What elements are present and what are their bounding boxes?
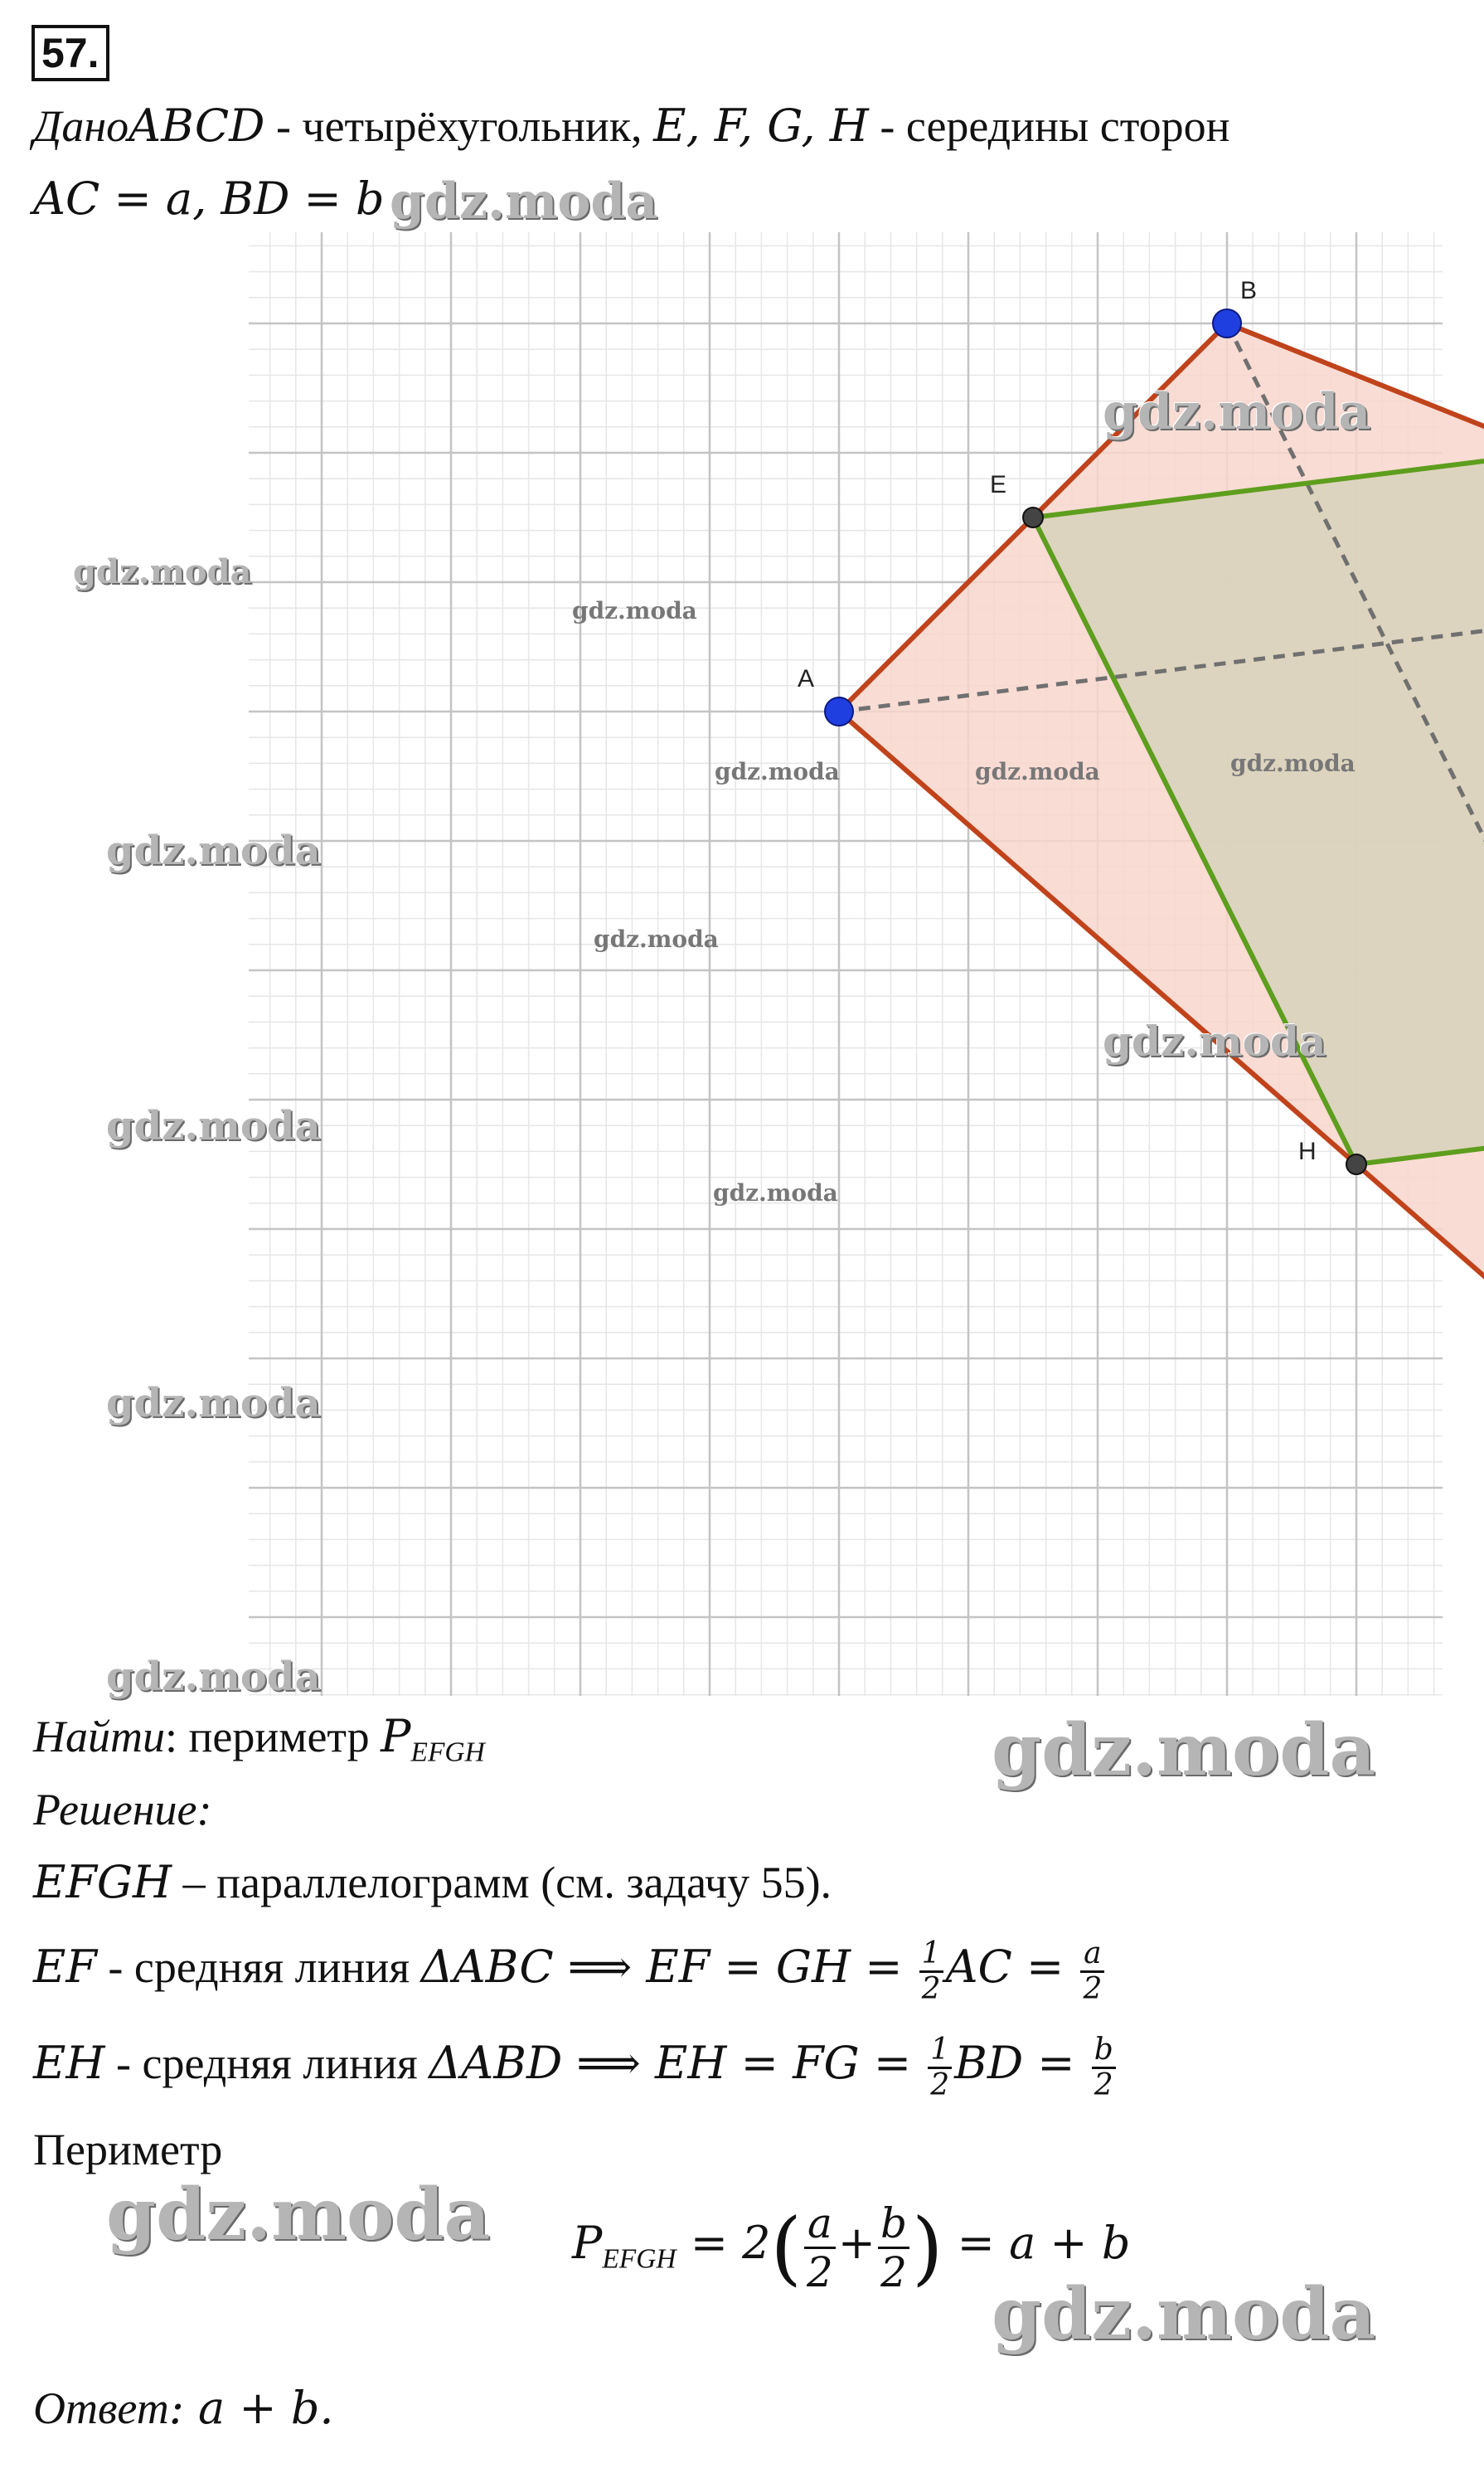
point-label-H: H xyxy=(1298,1138,1317,1165)
perimeter-formula: $P_{EFGH} = 2$( $\frac{a}{2}$ + $\frac{b}{2}$ ) = a + b xyxy=(572,2199,1131,2297)
watermark: gdz.moda xyxy=(1230,750,1355,777)
watermark: gdz.moda xyxy=(715,758,840,785)
watermark: gdz.moda xyxy=(106,2173,491,2257)
point-label-E: E xyxy=(990,471,1007,498)
answer-label: Ответ xyxy=(33,2383,169,2433)
solution-step-1: EFGH – параллелограмм (см. задачу 55). xyxy=(33,1856,832,1908)
problem-number: 57. xyxy=(32,25,109,81)
watermark: gdz.moda xyxy=(390,172,658,231)
fraction-b-half: $\frac{b}{2}$ xyxy=(1092,2033,1116,2102)
watermark: gdz.moda xyxy=(713,1179,838,1207)
find-label: Найти xyxy=(33,1712,165,1761)
given-diagonals: AC = a, BD = b xyxy=(33,172,385,225)
solution-step-3: EH - средняя линия ΔABD ⟹ EH = FG = $\frac{1}{2}$ BD = $\frac{b}{2}$ xyxy=(33,2033,1118,2102)
given-quad-text: - четырёхугольник, xyxy=(264,101,654,151)
given-quad: ABCD xyxy=(129,100,265,152)
watermark: gdz.moda xyxy=(992,1708,1376,1792)
answer-line xyxy=(33,2382,334,2435)
point-A xyxy=(825,697,853,726)
watermark: gdz.moda xyxy=(1103,383,1371,441)
watermark: gdz.moda xyxy=(73,552,252,591)
find-text: : периметр xyxy=(165,1712,381,1761)
answer-value: : a + b. xyxy=(168,2382,334,2434)
watermark: gdz.moda xyxy=(106,828,321,874)
point-H xyxy=(1346,1154,1366,1174)
watermark: gdz.moda xyxy=(1103,1017,1326,1066)
fraction-a-half: $\frac{a}{2}$ xyxy=(804,2200,836,2296)
watermark: gdz.moda xyxy=(106,1103,321,1149)
given-label: Дано xyxy=(33,101,129,151)
watermark: gdz.moda xyxy=(572,597,697,624)
watermark: gdz.moda xyxy=(106,1654,321,1700)
fraction-half: $\frac{1}{2}$ xyxy=(928,2033,952,2102)
fraction-b-half: $\frac{b}{2}$ xyxy=(878,2200,909,2296)
point-E xyxy=(1023,508,1043,527)
fraction-a-half: $\frac{a}{2}$ xyxy=(1080,1937,1104,2006)
point-label-B: B xyxy=(1240,277,1258,304)
watermark: gdz.moda xyxy=(975,758,1100,785)
solution-step-2: EF - средняя линия ΔABC ⟹ EF = GH = $\frac{1}{2}$ AC = $\frac{a}{2}$ xyxy=(33,1937,1107,2006)
given-midpoints-text: - середины сторон xyxy=(868,101,1230,151)
fraction-half: $\frac{1}{2}$ xyxy=(919,1937,943,2006)
watermark: gdz.moda xyxy=(594,926,719,953)
point-B xyxy=(1213,309,1241,338)
solution-label: Решение: xyxy=(33,1785,212,1834)
watermark: gdz.moda xyxy=(106,1380,321,1426)
watermark: gdz.moda xyxy=(992,2272,1376,2356)
given-midpoints: E, F, G, H xyxy=(653,100,869,152)
find-line xyxy=(33,1710,485,1780)
find-sub: EFGH xyxy=(410,1737,485,1768)
point-label-A: A xyxy=(798,665,815,692)
perimeter-word: Периметр xyxy=(33,2125,223,2174)
find-P: P xyxy=(381,1710,411,1762)
